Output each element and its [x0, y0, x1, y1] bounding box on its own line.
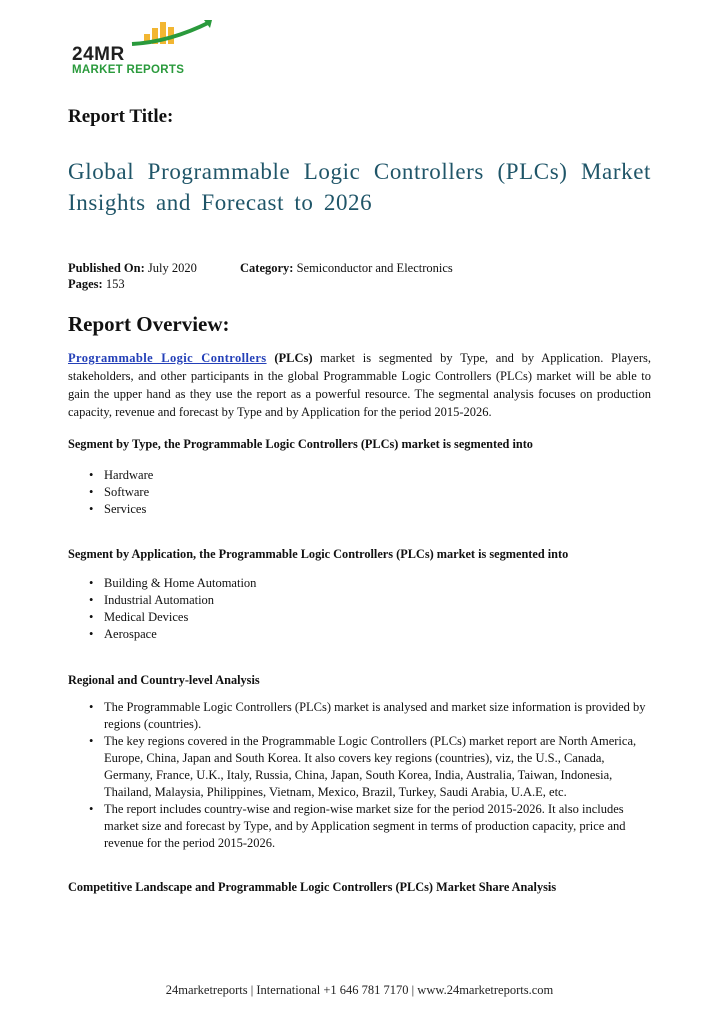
logo-wordmark: 24MR: [72, 44, 125, 65]
regional-heading: Regional and Country-level Analysis: [68, 673, 260, 687]
published-label: Published On:: [68, 261, 145, 275]
list-item: • Hardware: [86, 467, 153, 484]
report-title: Global Programmable Logic Controllers (PLCs) Market Insights and Forecast to 2026: [68, 159, 651, 215]
segment-application-heading: Segment by Application, the Programmable Logic Controllers (PLCs) market is segmented into: [68, 547, 569, 561]
plc-link[interactable]: Programmable Logic Controllers: [68, 351, 267, 365]
list-item: • Software: [86, 484, 153, 501]
pages-label: Pages:: [68, 277, 103, 291]
list-item: • Building & Home Automation: [86, 575, 256, 592]
list-item: • Medical Devices: [86, 609, 256, 626]
published-value: July 2020: [147, 261, 197, 275]
category-value: Semiconductor and Electronics: [296, 261, 453, 275]
list-item: • The Programmable Logic Controllers (PLCs) market is analysed and market size information is provided by regions (countries).: [86, 699, 651, 733]
page-footer: 24marketreports | International +1 646 781 7170 | www.24marketreports.com: [165, 983, 554, 997]
report-title-label: Report Title:: [68, 106, 174, 127]
list-item: • Industrial Automation: [86, 592, 256, 609]
overview-body: market is segmented by Type, and by Application. Players, stakeholders, and other participants in the global Programmable Logic Controllers (PLCs) market will be able to gain the upper hand as they use the report as a powerful resource. The segmental analysis focuses on production capacity, revenue and forecast by Type and by Application for the period 2015-2026.: [68, 351, 651, 419]
list-item: • Aerospace: [86, 626, 256, 643]
pages-value: 153: [105, 277, 125, 291]
category-label: Category:: [240, 261, 294, 275]
logo-tagline: MARKET REPORTS: [72, 64, 185, 76]
overview-heading: Report Overview:: [68, 312, 230, 336]
published-on: [68, 261, 197, 276]
competitive-heading: Competitive Landscape and Programmable Logic Controllers (PLCs) Market Share Analysis: [68, 880, 557, 894]
company-logo: [70, 18, 220, 80]
segment-type-list: [86, 467, 153, 518]
pages: [68, 277, 125, 292]
segment-type-heading: Segment by Type, the Programmable Logic Controllers (PLCs) market is segmented into: [68, 437, 533, 451]
list-item: • The report includes country-wise and region-wise market size for the period 2015-2026. It also includes market size and forecast by Type, and by Application segment in terms of production capacity, price and revenue for the period 2015-2026.: [86, 801, 651, 852]
segment-application-list: [86, 575, 256, 643]
plcs-bold: (PLCs): [274, 351, 313, 365]
overview-paragraph: [68, 349, 651, 421]
regional-list: [86, 699, 651, 852]
list-item: • The key regions covered in the Programmable Logic Controllers (PLCs) market report are North America, Europe, China, Japan and South Korea. It also covers key regions (countries), viz, the U.S., Canada, Germany, France, U.K., Italy, Russia, China, Japan, South Korea, India, Australia, Taiwan, Indonesia, Thailand, Malaysia, Philippines, Vietnam, Mexico, Brazil, Turkey, Saudi Arabia, U.A.E, etc.: [86, 733, 651, 801]
list-item: • Services: [86, 501, 153, 518]
category: [240, 261, 453, 276]
